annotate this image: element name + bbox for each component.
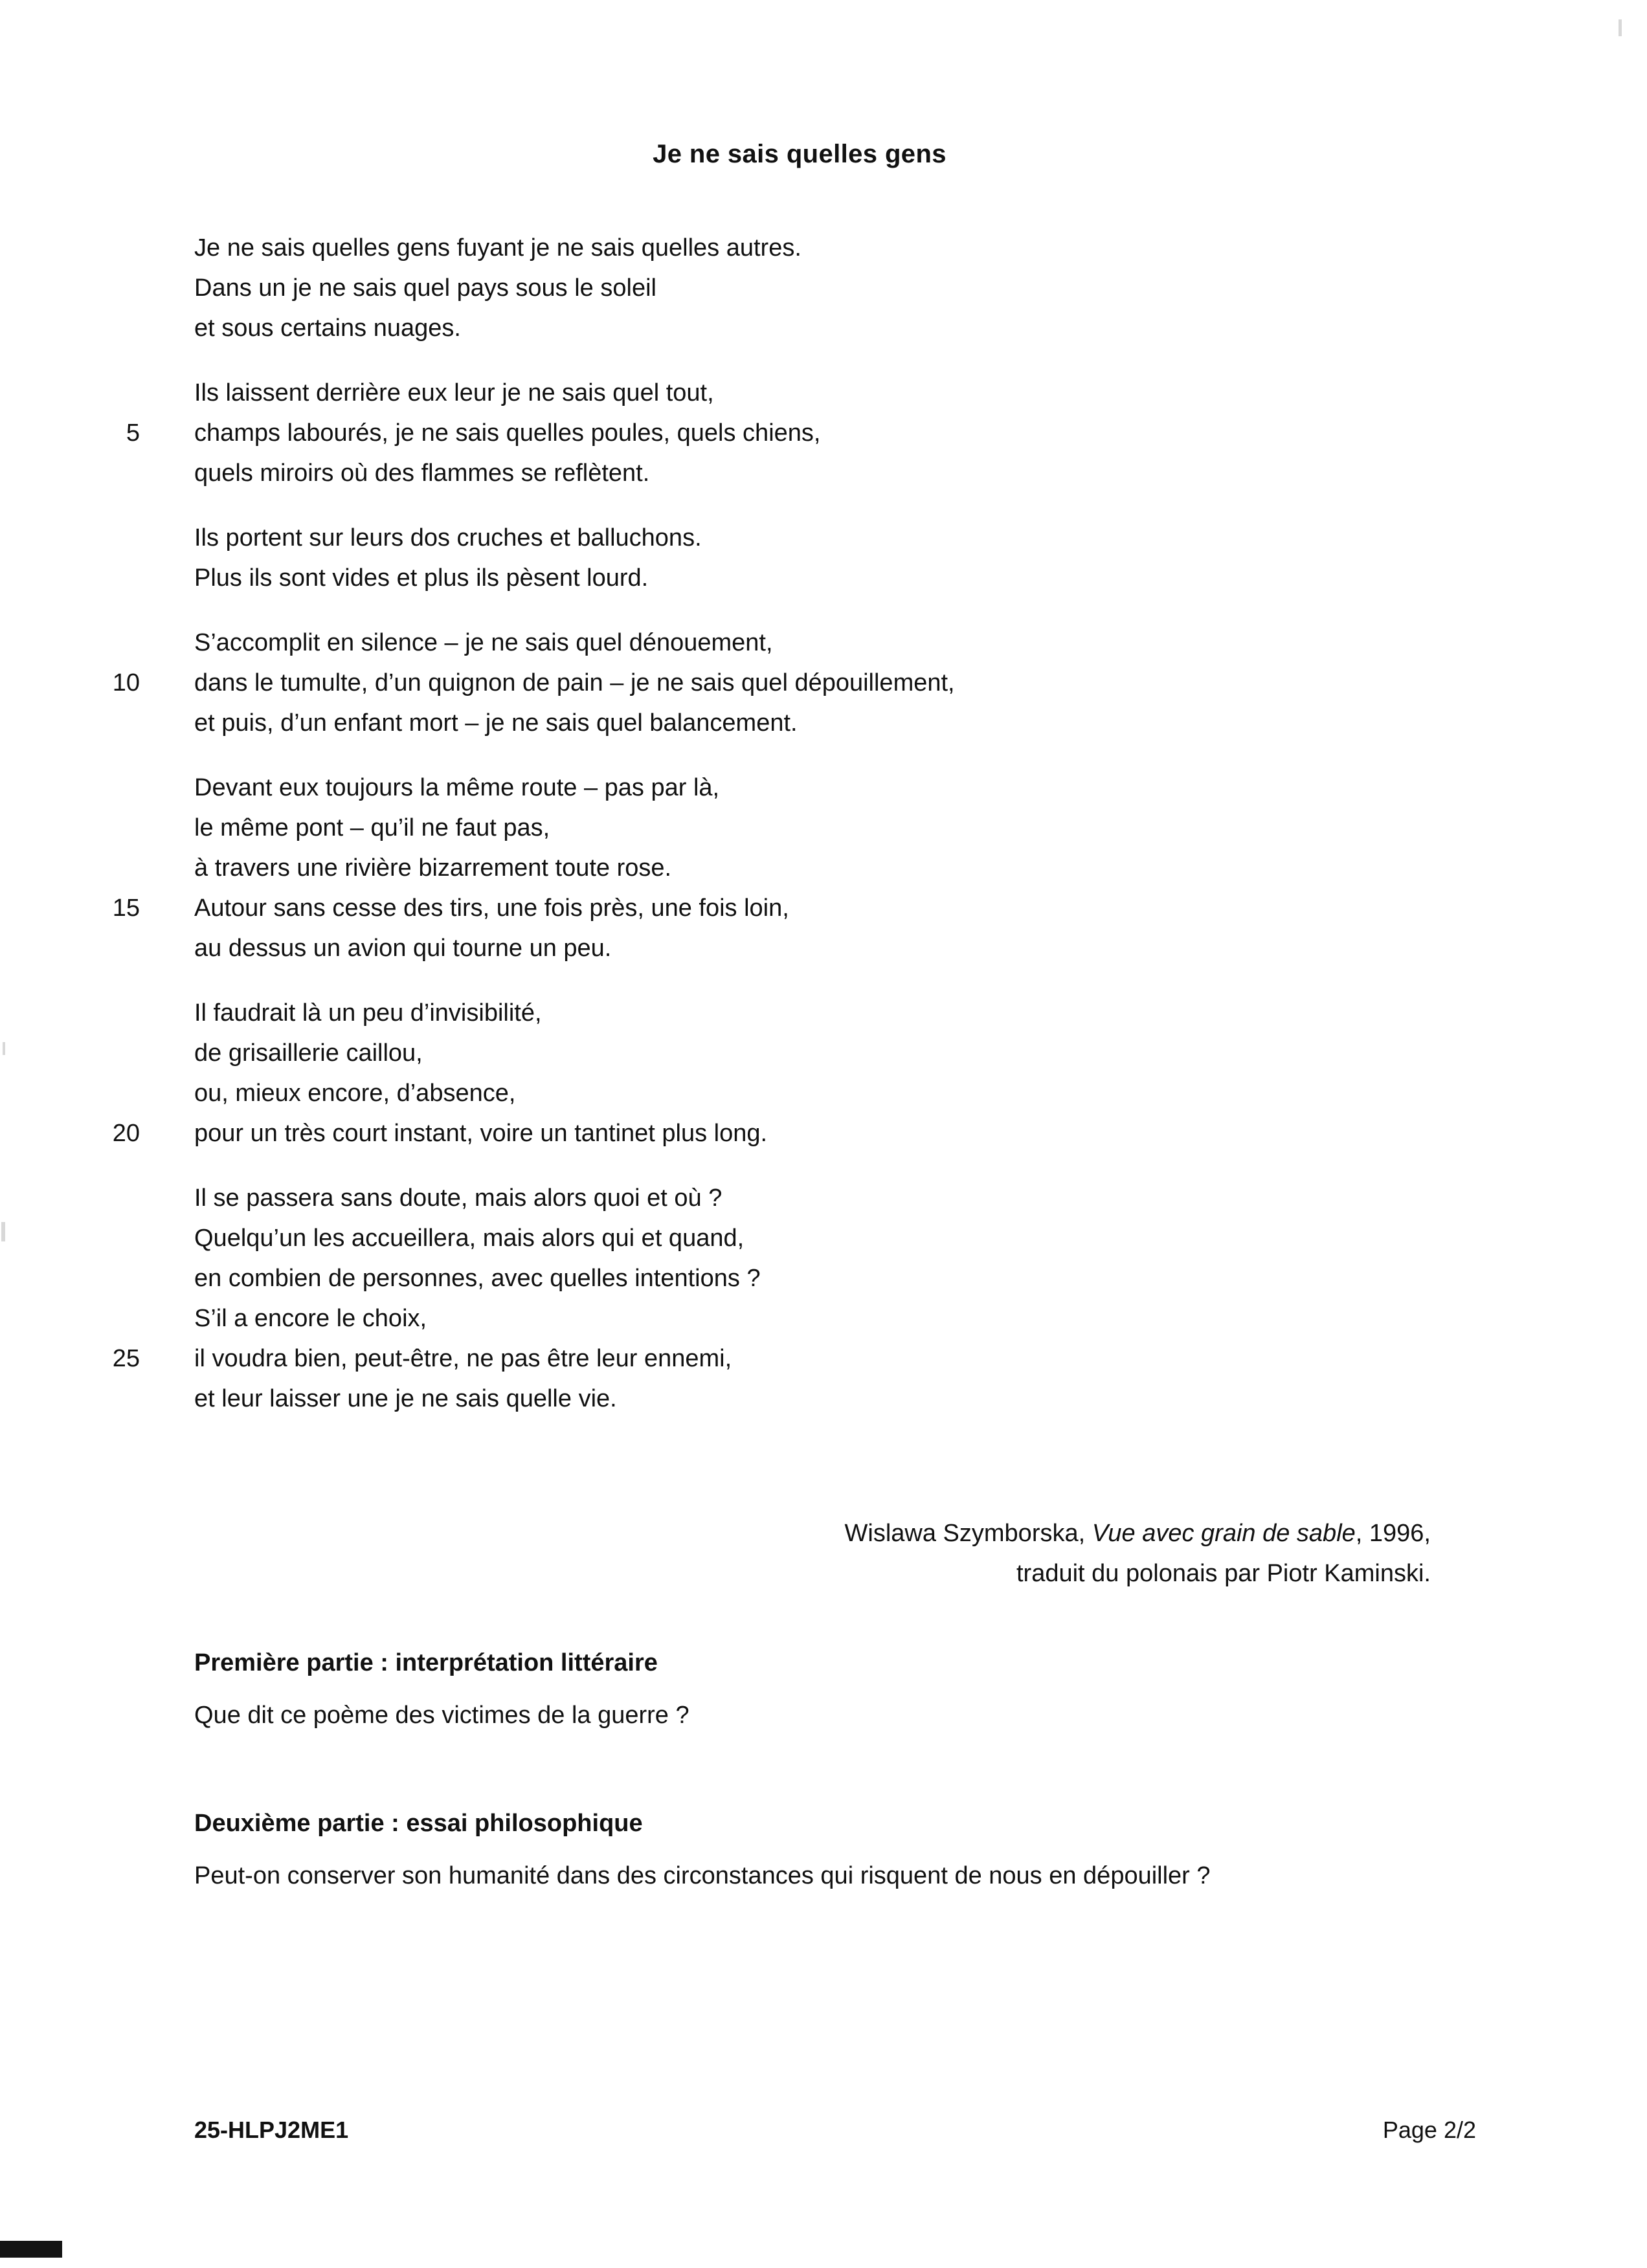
poem-line-text: le même pont – qu’il ne faut pas,	[194, 814, 550, 841]
poem-line	[0, 308, 1554, 348]
poem-stanza	[0, 518, 1554, 598]
poem-line-text: et sous certains nuages.	[194, 315, 461, 342]
poem-line	[0, 413, 1554, 453]
poem-line-text: Dans un je ne sais quel pays sous le soleil	[194, 274, 656, 302]
poem-line-text: pour un très court instant, voire un tantinet plus long.	[194, 1120, 768, 1147]
poem-line	[0, 1033, 1554, 1073]
poem-line	[0, 1178, 1554, 1218]
attribution-line-2: traduit du polonais par Piotr Kaminski.	[1016, 1560, 1431, 1587]
scan-speck	[1619, 19, 1622, 36]
poem-line-number: 20	[112, 1120, 140, 1147]
poem-line-text: Je ne sais quelles gens fuyant je ne sais quelles autres.	[194, 234, 801, 261]
poem-line-text: quels miroirs où des flammes se reflètent.	[194, 460, 650, 487]
poem-stanza	[0, 993, 1554, 1153]
poem-body	[0, 228, 1554, 1443]
poem-line-text: S’il a encore le choix,	[194, 1305, 427, 1332]
poem-stanza	[0, 228, 1554, 348]
poem-line-text: au dessus un avion qui tourne un peu.	[194, 935, 612, 962]
poem-line	[0, 1298, 1554, 1339]
poem-line	[0, 623, 1554, 663]
attribution-year: , 1996,	[1355, 1520, 1431, 1547]
poem-stanza	[0, 623, 1554, 743]
poem-stanza	[0, 1178, 1554, 1419]
poem-line-text: et puis, d’un enfant mort – je ne sais quel balancement.	[194, 709, 798, 737]
poem-line-text: et leur laisser une je ne sais quelle vie.	[194, 1385, 617, 1412]
poem-line	[0, 663, 1554, 703]
poem-stanza	[0, 373, 1554, 493]
poem-line-number: 15	[112, 895, 140, 922]
page-title: Je ne sais quelles gens	[653, 140, 947, 168]
poem-line-text: Il se passera sans doute, mais alors quoi et où ?	[194, 1184, 723, 1212]
page-footer	[194, 2117, 1476, 2150]
section-question: Peut-on conserver son humanité dans des circonstances qui risquent de nous en dépouiller ?	[194, 1862, 1211, 1889]
poem-line	[0, 1339, 1554, 1379]
poem-line	[0, 848, 1554, 888]
poem-line	[0, 1258, 1554, 1298]
footer-page-number: Page 2/2	[1382, 2117, 1476, 2143]
poem-line	[0, 228, 1554, 268]
attribution-author: Wislawa Szymborska,	[844, 1520, 1086, 1547]
poem-line	[0, 268, 1554, 308]
section-heading: Deuxième partie : essai philosophique	[194, 1810, 643, 1837]
poem-line	[0, 1073, 1554, 1113]
poem-line-number: 10	[112, 669, 140, 696]
poem-line-number: 5	[126, 419, 140, 447]
footer-exam-code: 25-HLPJ2ME1	[194, 2117, 349, 2143]
poem-line	[0, 808, 1554, 848]
poem-stanza	[0, 768, 1554, 968]
poem-line	[0, 703, 1554, 743]
poem-line-text: S’accomplit en silence – je ne sais quel dénouement,	[194, 629, 773, 656]
poem-line-text: Quelqu’un les accueillera, mais alors qui et quand,	[194, 1225, 745, 1252]
poem-line-text: Ils portent sur leurs dos cruches et balluchons.	[194, 524, 702, 551]
poem-line-number: 25	[112, 1345, 140, 1372]
poem-line	[0, 1379, 1554, 1419]
poem-line	[0, 768, 1554, 808]
attribution-line-1	[0, 1513, 1431, 1553]
poem-line	[0, 558, 1554, 598]
attribution-work-title: Vue avec grain de sable	[1092, 1520, 1356, 1547]
poem-line-text: Plus ils sont vides et plus ils pèsent lourd.	[194, 564, 649, 592]
poem-line	[0, 888, 1554, 928]
poem-line	[0, 928, 1554, 968]
poem-line-text: en combien de personnes, avec quelles intentions ?	[194, 1265, 761, 1292]
poem-line	[0, 453, 1554, 493]
poem-line	[0, 1218, 1554, 1258]
poem-line	[0, 993, 1554, 1033]
poem-line	[0, 1113, 1554, 1153]
poem-attribution	[0, 1513, 1431, 1594]
section-premiere-partie	[194, 1649, 1476, 1735]
scan-artifact-bar	[0, 2241, 62, 2258]
section-question: Que dit ce poème des victimes de la guerre ?	[194, 1702, 689, 1729]
poem-line-text: de grisaillerie caillou,	[194, 1040, 423, 1067]
section-deuxieme-partie	[194, 1810, 1476, 1896]
section-heading: Première partie : interprétation littéraire	[194, 1649, 658, 1676]
poem-line	[0, 518, 1554, 558]
poem-line-text: il voudra bien, peut-être, ne pas être leur ennemi,	[194, 1345, 732, 1372]
poem-line-text: dans le tumulte, d’un quignon de pain – je ne sais quel dépouillement,	[194, 669, 955, 696]
poem-line-text: à travers une rivière bizarrement toute rose.	[194, 854, 672, 882]
poem-line-text: champs labourés, je ne sais quelles poules, quels chiens,	[194, 419, 821, 447]
poem-line	[0, 373, 1554, 413]
poem-line-text: Autour sans cesse des tirs, une fois près, une fois loin,	[194, 895, 789, 922]
poem-line-text: Il faudrait là un peu d’invisibilité,	[194, 999, 542, 1027]
poem-line-text: Ils laissent derrière eux leur je ne sais quel tout,	[194, 379, 714, 406]
poem-line-text: Devant eux toujours la même route – pas par là,	[194, 774, 720, 801]
poem-line-text: ou, mieux encore, d’absence,	[194, 1080, 516, 1107]
